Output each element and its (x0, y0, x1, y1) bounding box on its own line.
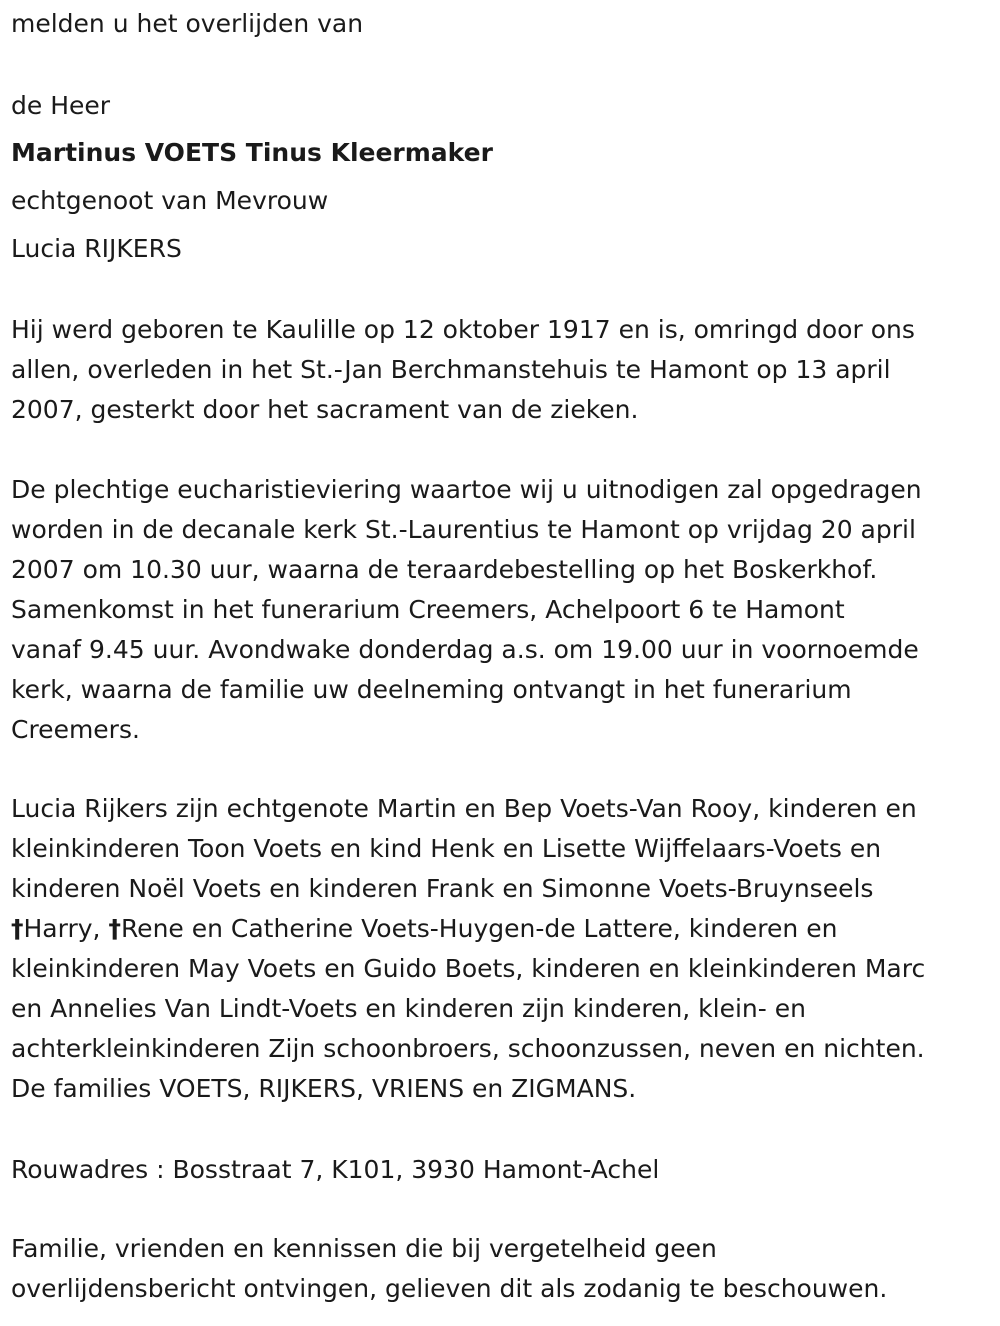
cross-icon: † (108, 914, 121, 943)
intro-text: melden u het overlijden van (11, 9, 364, 38)
birth-death-paragraph (11, 310, 986, 430)
family-paragraph (11, 789, 986, 1109)
paragraph-line: De plechtige eucharistieviering waartoe wij u uitnodigen zal opgedragen (11, 475, 922, 504)
paragraph-line: worden in de decanale kerk St.-Laurentius te Hamont op vrijdag 20 april (11, 515, 916, 544)
title-prefix: de Heer (11, 91, 111, 120)
paragraph-line: Lucia Rijkers zijn echtgenote Martin en Bep Voets-Van Rooy, kinderen en (11, 794, 917, 823)
cross-icon: † (11, 914, 24, 943)
paragraph-line: overlijdensbericht ontvingen, gelieven dit als zodanig te beschouwen. (11, 1274, 888, 1303)
paragraph-line (11, 909, 986, 949)
paragraph-line: Familie, vrienden en kennissen die bij vergetelheid geen (11, 1234, 717, 1263)
paragraph-line: Samenkomst in het funerarium Creemers, Achelpoort 6 te Hamont (11, 595, 845, 624)
paragraph-line: De families VOETS, RIJKERS, VRIENS en ZIGMANS. (11, 1074, 637, 1103)
paragraph-line: en Annelies Van Lindt-Voets en kinderen zijn kinderen, klein- en (11, 994, 806, 1023)
paragraph-line: achterkleinkinderen Zijn schoonbroers, schoonzussen, neven en nichten. (11, 1034, 925, 1063)
spouse-name: Lucia RIJKERS (11, 234, 182, 263)
paragraph-line: Hij werd geboren te Kaulille op 12 oktober 1917 en is, omringd door ons (11, 315, 915, 344)
ceremony-paragraph (11, 470, 986, 750)
paragraph-line: kerk, waarna de familie uw deelneming ontvangt in het funerarium (11, 675, 852, 704)
paragraph-line: kleinkinderen May Voets en Guido Boets, kinderen en kleinkinderen Marc (11, 954, 926, 983)
closing-paragraph (11, 1229, 986, 1309)
paragraph-line: kinderen Noël Voets en kinderen Frank en Simonne Voets-Bruynseels (11, 874, 874, 903)
deceased-name: Martinus VOETS Tinus Kleermaker (11, 138, 493, 167)
spouse-intro: echtgenoot van Mevrouw (11, 186, 329, 215)
family-name-text: Harry, (23, 914, 109, 943)
mourning-address: Rouwadres : Bosstraat 7, K101, 3930 Hamont-Achel (11, 1155, 660, 1184)
paragraph-line: allen, overleden in het St.-Jan Berchmanstehuis te Hamont op 13 april (11, 355, 891, 384)
paragraph-line: Creemers. (11, 715, 140, 744)
family-name-text: Rene en Catherine Voets-Huygen-de Lattere, kinderen en (120, 914, 838, 943)
paragraph-line: 2007 om 10.30 uur, waarna de teraardebestelling op het Boskerkhof. (11, 555, 878, 584)
paragraph-line: vanaf 9.45 uur. Avondwake donderdag a.s. om 19.00 uur in voornoemde (11, 635, 919, 664)
paragraph-line: kleinkinderen Toon Voets en kind Henk en Lisette Wijffelaars-Voets en (11, 834, 882, 863)
paragraph-line: 2007, gesterkt door het sacrament van de zieken. (11, 395, 639, 424)
